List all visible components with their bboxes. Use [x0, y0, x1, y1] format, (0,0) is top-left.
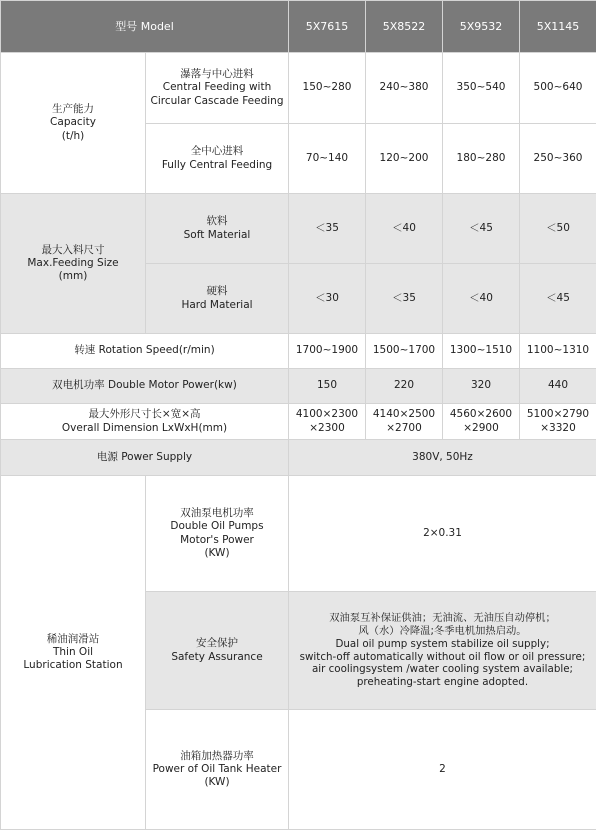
- feeding-size-value: ＜35: [366, 264, 443, 334]
- model-header: 型号 Model: [1, 1, 289, 53]
- capacity-value: 120~200: [366, 124, 443, 194]
- capacity-value: 150~280: [289, 53, 366, 124]
- feeding-size-label: 最大入料尺寸 Max.Feeding Size (mm): [1, 194, 146, 334]
- model-name: 5X9532: [443, 1, 520, 53]
- overall-dimension-label: 最大外形尺寸长×宽×高 Overall Dimension LxWxH(mm): [1, 404, 289, 440]
- overall-dimension-row: [1, 404, 596, 440]
- lubrication-station-label: 稀油润滑站 Thin Oil Lubrication Station: [1, 476, 146, 830]
- power-supply-label: 电源 Power Supply: [1, 440, 289, 476]
- oil-tank-heater-label: 油箱加热器功率 Power of Oil Tank Heater (KW): [146, 710, 289, 830]
- model-name: 5X1145: [520, 1, 596, 53]
- rotation-speed-value: 1500~1700: [366, 334, 443, 369]
- cascade-feeding-label: 瀑落与中心进料 Central Feeding with Circular Cascade Feeding: [146, 53, 289, 124]
- power-supply-value: 380V, 50Hz: [289, 440, 596, 476]
- safety-assurance-value: 双油泵互补保证供油；无油流、无油压自动停机； 风（水）冷降温;冬季电机加热启动。 Dual oil pump system stabilize oil supply; switch-off automatically without oil flow or oil pressure; air coolingsystem /water cooling system available; preheating-start engine adopted.: [289, 592, 596, 710]
- motor-power-value: 150: [289, 369, 366, 404]
- feeding-size-value: ＜45: [443, 194, 520, 264]
- motor-power-value: 320: [443, 369, 520, 404]
- motor-power-value: 220: [366, 369, 443, 404]
- oil-pump-power-label: 双油泵电机功率 Double Oil Pumps Motor's Power (KW): [146, 476, 289, 592]
- power-supply-row: [1, 440, 596, 476]
- oil-tank-heater-value: 2: [289, 710, 596, 830]
- motor-power-value: 440: [520, 369, 596, 404]
- dimension-value: 4560×2600 ×2900: [443, 404, 520, 440]
- feeding-size-value: ＜30: [289, 264, 366, 334]
- capacity-label: 生产能力 Capacity (t/h): [1, 53, 146, 194]
- soft-material-label: 软料 Soft Material: [146, 194, 289, 264]
- model-name: 5X8522: [366, 1, 443, 53]
- motor-power-label: 双电机功率 Double Motor Power(kw): [1, 369, 289, 404]
- rotation-speed-value: 1300~1510: [443, 334, 520, 369]
- motor-power-row: [1, 369, 596, 404]
- model-name: 5X7615: [289, 1, 366, 53]
- capacity-value: 500~640: [520, 53, 596, 124]
- capacity-value: 70~140: [289, 124, 366, 194]
- rotation-speed-label: 转速 Rotation Speed(r/min): [1, 334, 289, 369]
- capacity-value: 180~280: [443, 124, 520, 194]
- dimension-value: 5100×2790 ×3320: [520, 404, 596, 440]
- rotation-speed-value: 1700~1900: [289, 334, 366, 369]
- header-row: [1, 1, 596, 53]
- capacity-value: 240~380: [366, 53, 443, 124]
- rotation-speed-row: [1, 334, 596, 369]
- feeding-size-row-soft: [1, 194, 596, 264]
- dimension-value: 4140×2500 ×2700: [366, 404, 443, 440]
- capacity-row-cascade: [1, 53, 596, 124]
- feeding-size-value: ＜40: [443, 264, 520, 334]
- oil-pump-power-value: 2×0.31: [289, 476, 596, 592]
- safety-assurance-label: 安全保护 Safety Assurance: [146, 592, 289, 710]
- dimension-value: 4100×2300 ×2300: [289, 404, 366, 440]
- feeding-size-value: ＜50: [520, 194, 596, 264]
- central-feeding-label: 全中心进料 Fully Central Feeding: [146, 124, 289, 194]
- capacity-value: 350~540: [443, 53, 520, 124]
- hard-material-label: 硬料 Hard Material: [146, 264, 289, 334]
- capacity-value: 250~360: [520, 124, 596, 194]
- oil-pump-row: [1, 476, 596, 592]
- feeding-size-value: ＜40: [366, 194, 443, 264]
- feeding-size-value: ＜35: [289, 194, 366, 264]
- rotation-speed-value: 1100~1310: [520, 334, 596, 369]
- feeding-size-value: ＜45: [520, 264, 596, 334]
